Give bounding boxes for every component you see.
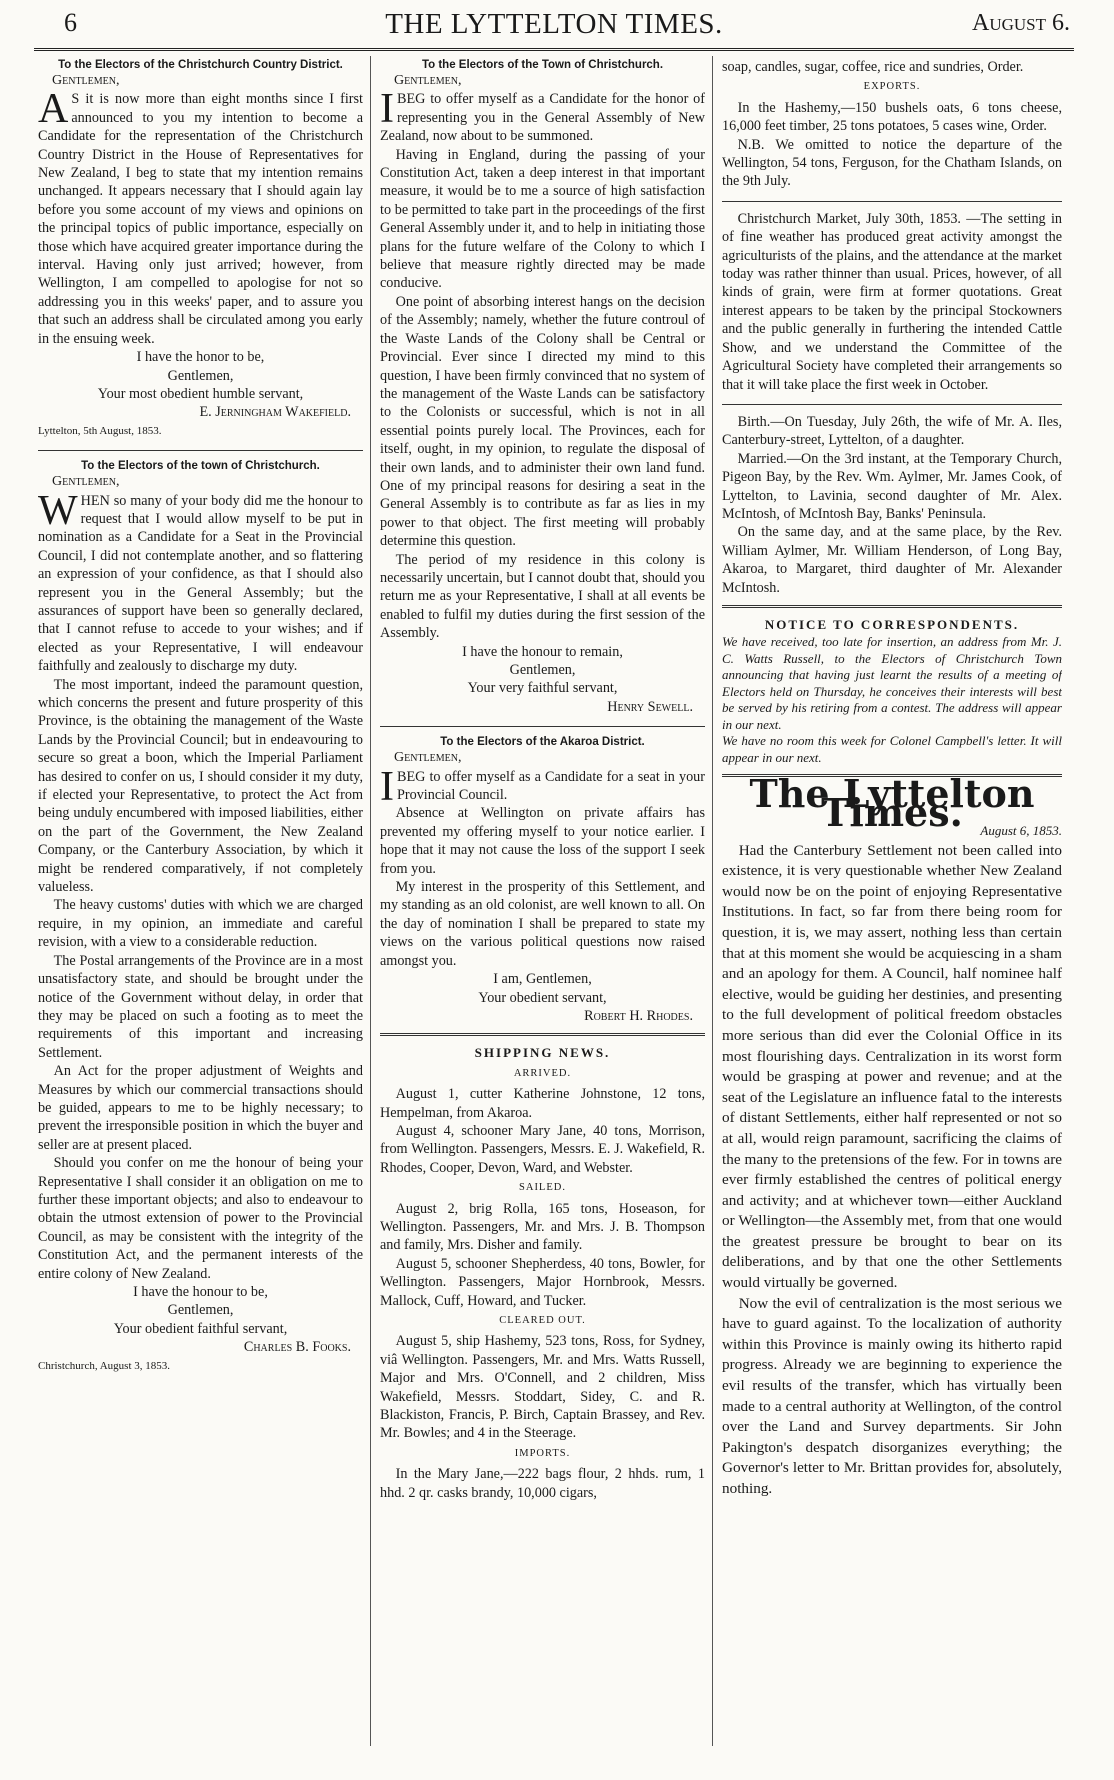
article-paragraph: A S it is now more than eight months since I first announced to you my intention to become a Candidate for the representation of the Christchurch Country District in the House of Representatives for New Zealand, I beg to state that my intention remains unchanged. It appears necessary that I should again lay before you some account of my views and opinions on the principal topics of public importance, especially on those which have acquired greater importance during the interval. Having only just arrived; however, from Wellington, I am compelled to apologise for not so addressing you in this weeks' paper, and to assure you that such an address shall be circulated among you early in the ensuing week.: [38, 86, 363, 347]
divider: [722, 605, 1062, 608]
closing-line: Your most obedient humble servant,: [97, 385, 304, 402]
notice-text: We have received, too late for insertion, an address from Mr. J. C. Watts Russell, to the Electors of Christchurch Town announcing that having just learnt the results of a meeting of Electors held on Thursday, he conceives their interests will best be served by his retiring from a contest. The address will appear in our next.: [722, 634, 1062, 732]
article-heading: To the Electors of the Christchurch Country District.: [58, 59, 343, 71]
article-paragraph: My interest in the prosperity of this Settlement, and my standing as an old colonist, are well known to all. On the day of nomination I shall be prepared to state my views on the various political questions now raised amongst you.: [380, 879, 705, 969]
subsection-heading: ARRIVED.: [513, 1067, 572, 1079]
page-header: [34, 6, 1074, 46]
signature: Robert H. Rhodes.: [584, 1007, 693, 1024]
closing-line: Your very faithful servant,: [467, 680, 618, 697]
salutation: Gentlemen,: [394, 750, 462, 766]
closing-line: Gentlemen,: [509, 662, 576, 678]
salutation: Gentlemen,: [394, 73, 462, 88]
shipping-entry: In the Mary Jane,—222 bags flour, 2 hhds. rum, 1 hhd. 2 qr. casks brandy, 10,000 cigars,: [380, 1466, 705, 1501]
column-3: [722, 58, 1062, 1500]
section-heading: NOTICE TO CORRESPONDENTS.: [764, 616, 1020, 632]
page-number: 6: [64, 8, 77, 37]
newspaper-title: THE LYTTELTON TIMES.: [385, 8, 723, 40]
closing-line: Your obedient servant,: [478, 989, 607, 1006]
article-paragraph: WHEN so many of your body did me the honour to request that I would allow myself to be put in nomination as a Candidate for a Seat in the Provincial Council, I did not contemplate another, and so flattering an expression of your confidence, as that I should also represent you in the General Assembly; but the assurances of support have been so generally declared, that I cannot refuse to accede to your wishes; and if elected as your Representative, I will endeavour faithfully and zealously to discharge my duty.: [38, 487, 363, 675]
editorial-paragraph: Now the evil of centralization is the most serious we have to guard against. To the localization of authority within this Province is mainly owing its hitherto rapid progress. Already we are beginning to experience the evil results of the transfer, which has virtually been made to a central authority at Wellington, of the control over the Land and Survey departments. Sir John Pakington's despatch disorganizes everything; the Governor's letter to Mr. Brittan provides for, absolutely, nothing.: [722, 1294, 1062, 1497]
article-paragraph: The period of my residence in this colony is necessarily uncertain, but I cannot doubt that, should you return me as your Representative, I shall at all events be enabled to fulfil my duties during the first session of the Assembly.: [380, 551, 705, 642]
subsection-heading: SAILED.: [519, 1182, 566, 1194]
closing-line: Gentlemen,: [167, 367, 234, 384]
market-report: Christchurch Market, July 30th, 1853. —The setting in of fine weather has produced great activity amongst the agriculturists of the plains, and the attendance at the market today was rather thinner than usual. Prices, however, of all kinds of grain, were firm at former quotations. Great interest appears to be taken by the principal Stockowners and the public generally in furthering the intended Cattle Show, and we understand the Committee of the Agricultural Society have completed their arrangements so that it will take place the first week in October.: [722, 210, 1062, 393]
closing-line: Your obedient faithful servant,: [113, 1320, 288, 1337]
column-2: [380, 58, 705, 1502]
notice-text: We have no room this week for Colonel Campbell's letter. It will appear in our next.: [722, 733, 1062, 765]
article-paragraph: The heavy customs' duties with which we are charged require, in my opinion, an immediate and careful revision, with a view to a considerable reduction.: [38, 897, 363, 951]
closing-line: I have the honour to remain,: [462, 643, 623, 660]
salutation: Gentlemen,: [52, 73, 120, 88]
column-rule: [370, 56, 371, 1746]
signature: Charles B. Fooks.: [243, 1339, 351, 1356]
closing-line: I have the honor to be,: [136, 349, 265, 366]
editorial-masthead: The Lyttelton Times.: [749, 771, 1035, 835]
article-paragraph: The Postal arrangements of the Province are in a most unsatisfactory state, and should be brought under the notice of the Government without delay, in order that they may be placed on such a footing as to meet the requirements of this important and increasing Settlement.: [38, 952, 363, 1061]
issue-date: August 6.: [971, 10, 1070, 36]
divider: [380, 1033, 705, 1036]
closing-line: Gentlemen,: [167, 1302, 234, 1319]
signature: E. Jerningham Wakefield.: [199, 404, 351, 421]
subsection-heading: CLEARED OUT.: [499, 1315, 586, 1326]
article-paragraph: Should you confer on me the honour of being your Representative I shall consider it an obligation on me to further these important objects; and also to endeavour to obtain the utmost extension of power to the Provincial Council, as may be consistent with the integrity of the Constitution Act, and the permanent interests of the entire colony of New Zealand.: [38, 1155, 363, 1282]
subsection-heading: EXPORTS.: [863, 81, 921, 93]
editorial-paragraph: Had the Canterbury Settlement not been called into existence, it is very questionable whether New Zealand would now be on the point of enjoying Representative Institutions. In fact, so far from there being room for question, it is, we may assert, nothing less than certain that at this moment she would be acquiescing in a sham and an apology for them. A Council, half nominee half elective, would be guiding her destinies, and presenting to the full development of political freedom obstacles more serious than did ever the Colonial Office in its most flourishing days. Centralization in its worst form would be grasping at power and revenue; and at the seat of the Legislature an influence fatal to the interests of distant Settlements, either half represented or not so at all, would reign paramount, sacrificing the claims of the many to the pretensions of the few. For in towns are ever firmly established the centres of political energy and activity; and at whichever town—either Auckland or Wellington—the Assembly met, from that one would the greatest pressure be brought to bear on its deliberations, and by that one the other Settlements would virtually be governed.: [722, 841, 1062, 1292]
birth-notice: Birth.—On Tuesday, July 26th, the wife of Mr. A. Iles, Canterbury-street, Lyttelton, of a daughter.: [722, 413, 1062, 449]
salutation: Gentlemen,: [52, 474, 120, 490]
subsection-heading: IMPORTS.: [514, 1447, 571, 1459]
article-paragraph: IBEG to offer myself as a Candidate for a seat in your Provincial Council.: [380, 763, 705, 810]
drop-cap: A: [38, 86, 69, 133]
divider: [38, 450, 363, 451]
drop-cap: W: [38, 487, 78, 534]
article-paragraph: One point of absorbing interest hangs on the decision of the Assembly; namely, whether the future controul of the Waste Lands of the Colony shall be Central or Provincial. Ever since I directed my mind to this question, I have been firmly convinced that no system of the management of the Waste Lands can be satisfactory to the Colonists or successful, which is not in all essential points purely local. The Provinces, each for itself, ought, in my opinion, to regulate the disposal of their own lands, and to administer their own land fund. One of my principal reasons for desiring a seat in the General Assembly is to contribute as far as lies in my power to that object. The first meeting will probably determine this question.: [380, 293, 705, 550]
shipping-entry: In the Hashemy,—150 bushels oats, 6 tons cheese, 16,000 feet timber, 25 tons potatoes, 5 cases wine, Order.: [722, 99, 1062, 135]
dateline: Christchurch, August 3, 1853.: [38, 1359, 170, 1372]
drop-cap: I: [380, 763, 394, 810]
signature: Henry Sewell.: [607, 698, 693, 715]
article-heading: To the Electors of the Town of Christchurch.: [421, 59, 664, 71]
editorial-date: August 6, 1853.: [980, 823, 1062, 839]
shipping-entry: August 1, cutter Katherine Johnstone, 12 tons, Hempelman, from Akaroa.: [380, 1086, 705, 1121]
article-paragraph: The most important, indeed the paramount question, which concerns the present and future prosperity of this Province, is the obtaining the management of the Waste Lands by the Provincial Council; but in endeavouring to secure so great a boon, which the Imperial Parliament has desired to confer on us, I should consider it my duty, if elected your Representative, to protect the Act from being unduly encumbered with imposed liabilities, either on the part of the Government, the New Zealand Company, or the Canterbury Association, by which it might be rendered comparatively, if not completely valueless.: [38, 676, 363, 896]
column-1: [38, 58, 363, 1375]
closing-line: I have the honour to be,: [133, 1284, 268, 1300]
header-rule: [34, 48, 1074, 54]
shipping-entry: August 5, ship Hashemy, 523 tons, Ross, for Sydney, viâ Wellington. Passengers, Mr. and Mrs. Watts Russell, Major and Mrs. O'Connell, and 2 children, Miss Wakefield, Messrs. Stoddart, Sidey, C. and R. Blackiston, Francis, P. Birch, Captain Brassey, and Rev. Mr. Bowles; and 4 in the Steerage.: [380, 1333, 705, 1442]
divider: [722, 404, 1062, 405]
dateline: Lyttelton, 5th August, 1853.: [38, 424, 162, 437]
news-paragraph: N.B. We omitted to notice the departure of the Wellington, 54 tons, Ferguson, for the Chatham Islands, on the 9th July.: [722, 136, 1062, 190]
section-heading: SHIPPING NEWS.: [474, 1045, 611, 1061]
article-heading: To the Electors of the Akaroa District.: [440, 736, 645, 749]
shipping-entry: August 5, schooner Shepherdess, 40 tons, Bowler, for Wellington. Passengers, Major Hornbrook, Messrs. Mallock, Cuff, Howard, and Tucker.: [380, 1255, 705, 1309]
shipping-entry: August 4, schooner Mary Jane, 40 tons, Morrison, from Wellington. Passengers, Messrs. E. J. Wakefield, R. Rhodes, Cooper, Devon, Ward, and Webster.: [380, 1122, 705, 1176]
divider: [722, 201, 1062, 202]
drop-cap: I: [380, 86, 394, 133]
divider: [380, 726, 705, 727]
shipping-entry: August 2, brig Rolla, 165 tons, Hoseason, for Wellington. Passengers, Mr. and Mrs. J. B. Thompson and family, Mrs. Disher and family.: [380, 1200, 705, 1254]
marriage-notice: Married.—On the 3rd instant, at the Temporary Church, Pigeon Bay, by the Rev. Wm. Aylmer, Mr. James Cook, of Lyttelton, to Lavinia, second daughter of Mr. Alex. McIntosh, of McIntosh Bay, Banks' Peninsula.: [722, 450, 1062, 522]
article-paragraph: Absence at Wellington on private affairs has prevented my offering myself to your notice earlier. I hope that it may not cause the loss of the support I seek from you.: [380, 805, 705, 877]
article-paragraph: An Act for the proper adjustment of Weights and Measures by which our commercial transactions should be guided, appears to me to be highly necessary; to prevent the irresponsible position in which the buyer and seller are at present placed.: [38, 1063, 363, 1153]
article-paragraph: Having in England, during the passing of your Constitution Act, taken a deep interest in that important measure, it would be to me a source of high satisfaction to be permitted to take part in the proceedings of the first General Assembly under it, and to help in initiating those plans for the future welfare of the Colony to which I believe that measure rightly directed may be made conducive.: [380, 146, 705, 292]
closing-line: I am, Gentlemen,: [493, 971, 592, 988]
article-heading: To the Electors of the town of Christchurch.: [81, 460, 320, 473]
marriage-notice: On the same day, and at the same place, by the Rev. William Aylmer, Mr. William Henderson, of Long Bay, Akaroa, to Margaret, third daughter of Mr. Alexander McIntosh.: [722, 524, 1062, 596]
column-rule: [712, 56, 713, 1746]
article-paragraph: IBEG to offer myself as a Candidate for the honor of representing you in the General Assembly of New Zealand, now about to be summoned.: [380, 86, 705, 145]
shipping-entry: soap, candles, sugar, coffee, rice and sundries, Order.: [722, 59, 1024, 75]
